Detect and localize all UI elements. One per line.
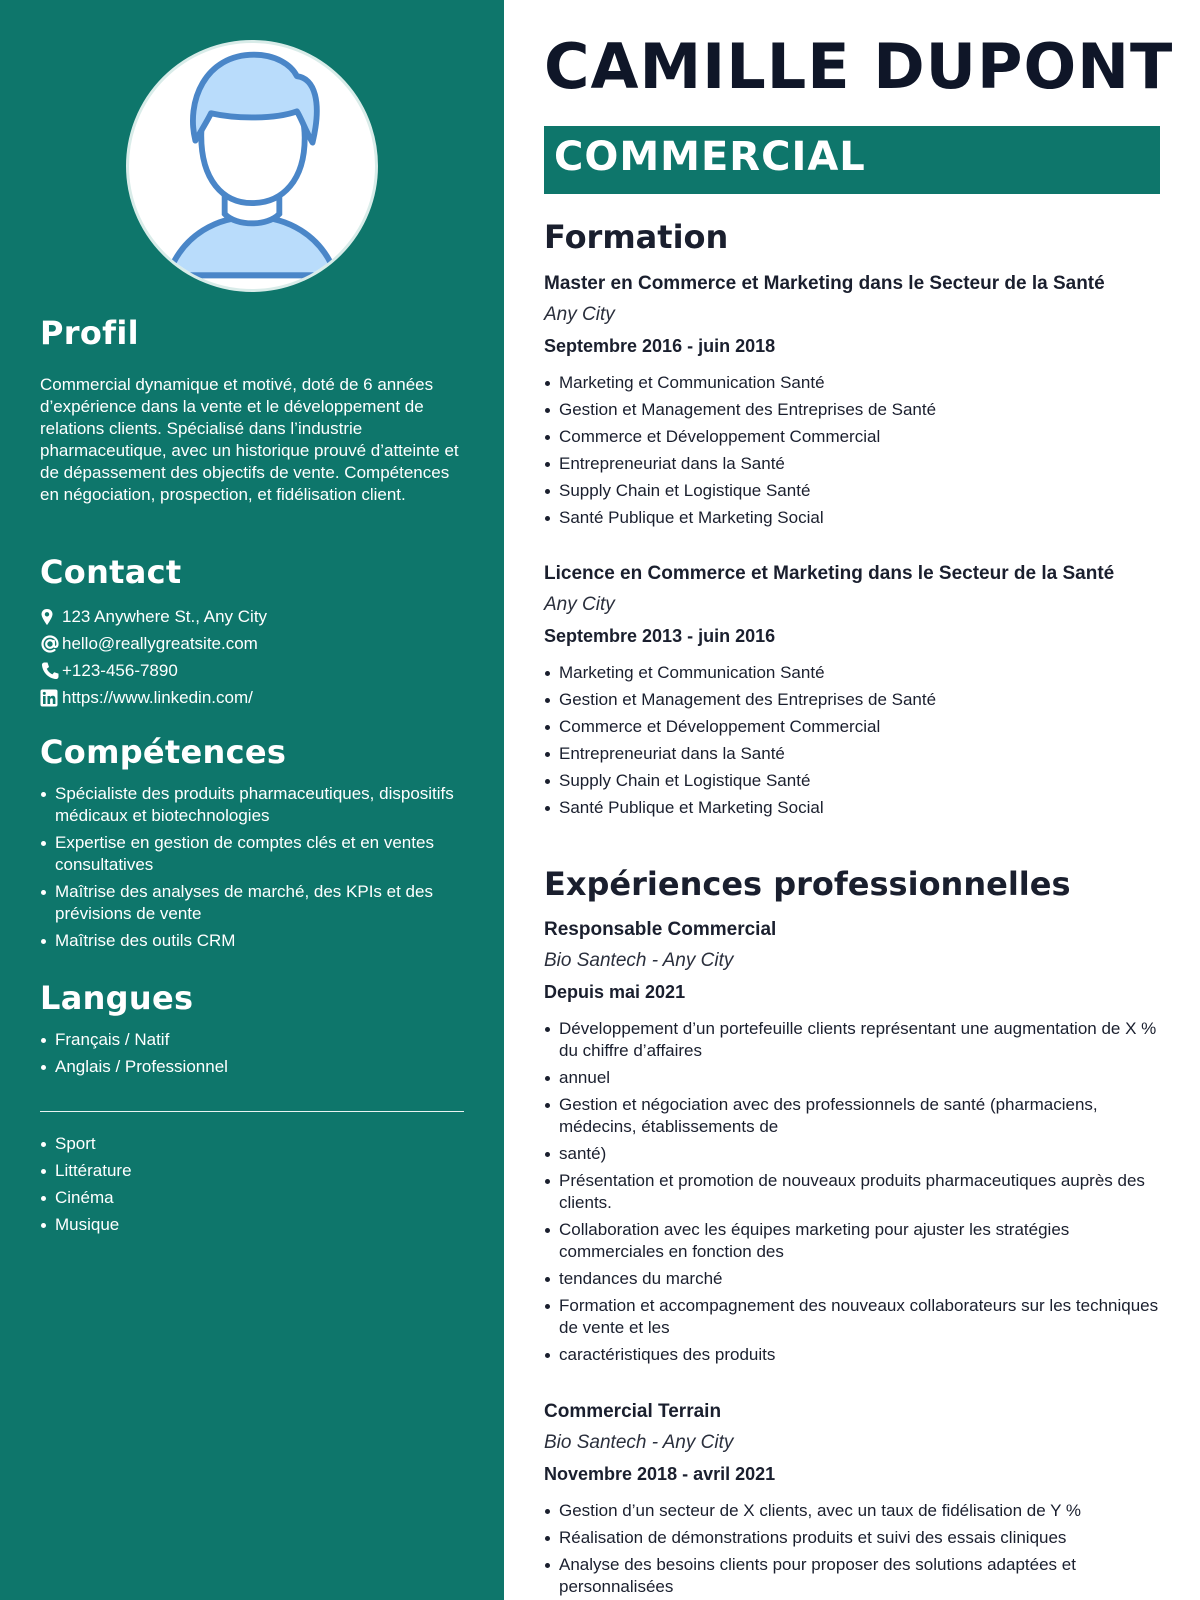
contact-phone[interactable]: +123-456-7890 [40, 657, 464, 684]
sidebar [0, 0, 504, 1600]
list-item: Commerce et Développement Commercial [544, 716, 1160, 738]
entry-title: Master en Commerce et Marketing dans le Secteur de la Santé [544, 273, 1105, 294]
list-item: Entrepreneuriat dans la Santé [544, 743, 1160, 765]
entry-title: Commercial Terrain [544, 1401, 722, 1422]
experience-entry [544, 918, 1160, 1371]
list-item: Gestion et Management des Entreprises de Santé [544, 689, 1160, 711]
entry-title: Licence en Commerce et Marketing dans le Secteur de la Santé [544, 563, 1115, 584]
list-item: Réalisation de démonstrations produits et suivi des essais cliniques [544, 1527, 1160, 1549]
list-item: Santé Publique et Marketing Social [544, 507, 1160, 529]
entry-list [544, 372, 1160, 529]
list-item: santé) [544, 1143, 1160, 1165]
formation-entry [544, 272, 1160, 534]
list-item: Maîtrise des outils CRM [40, 930, 464, 952]
experience-entry [544, 1400, 1160, 1600]
profil-heading: Profil [40, 314, 139, 352]
profil-section [40, 314, 464, 506]
list-item: Cinéma [40, 1187, 464, 1209]
contact-section [40, 553, 464, 711]
list-item: Musique [40, 1214, 464, 1236]
langues-section [40, 979, 464, 1083]
list-item: Français / Natif [40, 1029, 464, 1051]
list-item: Supply Chain et Logistique Santé [544, 770, 1160, 792]
user-avatar-icon [129, 43, 375, 289]
list-item: Analyse des besoins clients pour proposer des solutions adaptées et personnalisées [544, 1554, 1160, 1598]
langues-list [40, 1029, 464, 1078]
contact-email[interactable]: hello@reallygreatsite.com [40, 630, 464, 657]
list-item: Présentation et promotion de nouveaux produits pharmaceutiques auprès des clients. [544, 1170, 1160, 1214]
competences-heading: Compétences [40, 733, 287, 771]
entry-date: Septembre 2016 - juin 2018 [544, 336, 776, 356]
list-item: caractéristiques des produits [544, 1344, 1160, 1366]
phone-icon [40, 661, 60, 681]
langues-heading: Langues [40, 979, 194, 1017]
experiences-heading: Expériences professionnelles [544, 865, 1071, 903]
list-item: Maîtrise des analyses de marché, des KPIs et des prévisions de vente [40, 881, 464, 925]
job-title: COMMERCIAL [554, 134, 866, 180]
role-banner [544, 126, 1160, 194]
list-item: Collaboration avec les équipes marketing pour ajuster les stratégies commerciales en fonction des [544, 1219, 1160, 1263]
interets-list [40, 1133, 464, 1236]
interets-section [40, 1133, 464, 1241]
entry-title: Responsable Commercial [544, 919, 777, 940]
person-name: CAMILLE DUPONT [544, 30, 1174, 103]
competences-list [40, 783, 464, 952]
profil-text: Commercial dynamique et motivé, doté de 6 années d’expérience dans la vente et le développement de relations clients. Spécialisé dans l’industrie pharmaceutique, avec un historique prouvé d’atteinte et de dépassement des objectifs de vente. Compétences en négociation, prospection, et fidélisation client. [40, 375, 459, 504]
list-item: Commerce et Développement Commercial [544, 426, 1160, 448]
entry-date: Septembre 2013 - juin 2016 [544, 626, 776, 646]
list-item: Expertise en gestion de comptes clés et en ventes consultatives [40, 832, 464, 876]
divider [40, 1111, 464, 1112]
list-item: tendances du marché [544, 1268, 1160, 1290]
entry-place: Any City [544, 594, 615, 615]
list-item: Marketing et Communication Santé [544, 372, 1160, 394]
list-item: Gestion et Management des Entreprises de Santé [544, 399, 1160, 421]
list-item: annuel [544, 1067, 1160, 1089]
contact-heading: Contact [40, 553, 182, 591]
entry-place: Any City [544, 304, 615, 325]
list-item: Anglais / Professionnel [40, 1056, 464, 1078]
list-item: Développement d’un portefeuille clients représentant une augmentation de X % du chiffre d’affaires [544, 1018, 1160, 1062]
list-item: Marketing et Communication Santé [544, 662, 1160, 684]
contact-address: 123 Anywhere St., Any City [40, 603, 464, 630]
list-item: Gestion d’un secteur de X clients, avec un taux de fidélisation de Y % [544, 1500, 1160, 1522]
at-icon [40, 634, 60, 654]
entry-list [544, 1500, 1160, 1598]
formation-heading: Formation [544, 218, 729, 256]
list-item: Littérature [40, 1160, 464, 1182]
competences-section [40, 733, 464, 957]
linkedin-icon [40, 689, 60, 707]
entry-date: Depuis mai 2021 [544, 982, 686, 1002]
entry-place: Bio Santech - Any City [544, 1432, 734, 1453]
formation-entry [544, 562, 1160, 824]
list-item: Gestion et négociation avec des professionnels de santé (pharmaciens, médecins, établissements de [544, 1094, 1160, 1138]
map-pin-icon [40, 608, 60, 626]
list-item: Entrepreneuriat dans la Santé [544, 453, 1160, 475]
list-item: Spécialiste des produits pharmaceutiques, dispositifs médicaux et biotechnologies [40, 783, 464, 827]
entry-date: Novembre 2018 - avril 2021 [544, 1464, 776, 1484]
entry-list [544, 662, 1160, 819]
avatar [126, 40, 378, 292]
contact-list [40, 603, 464, 711]
entry-list [544, 1018, 1160, 1366]
entry-place: Bio Santech - Any City [544, 950, 734, 971]
list-item: Sport [40, 1133, 464, 1155]
list-item: Santé Publique et Marketing Social [544, 797, 1160, 819]
list-item: Supply Chain et Logistique Santé [544, 480, 1160, 502]
list-item: Formation et accompagnement des nouveaux collaborateurs sur les techniques de vente et les [544, 1295, 1160, 1339]
contact-linkedin[interactable]: https://www.linkedin.com/ [40, 684, 464, 711]
